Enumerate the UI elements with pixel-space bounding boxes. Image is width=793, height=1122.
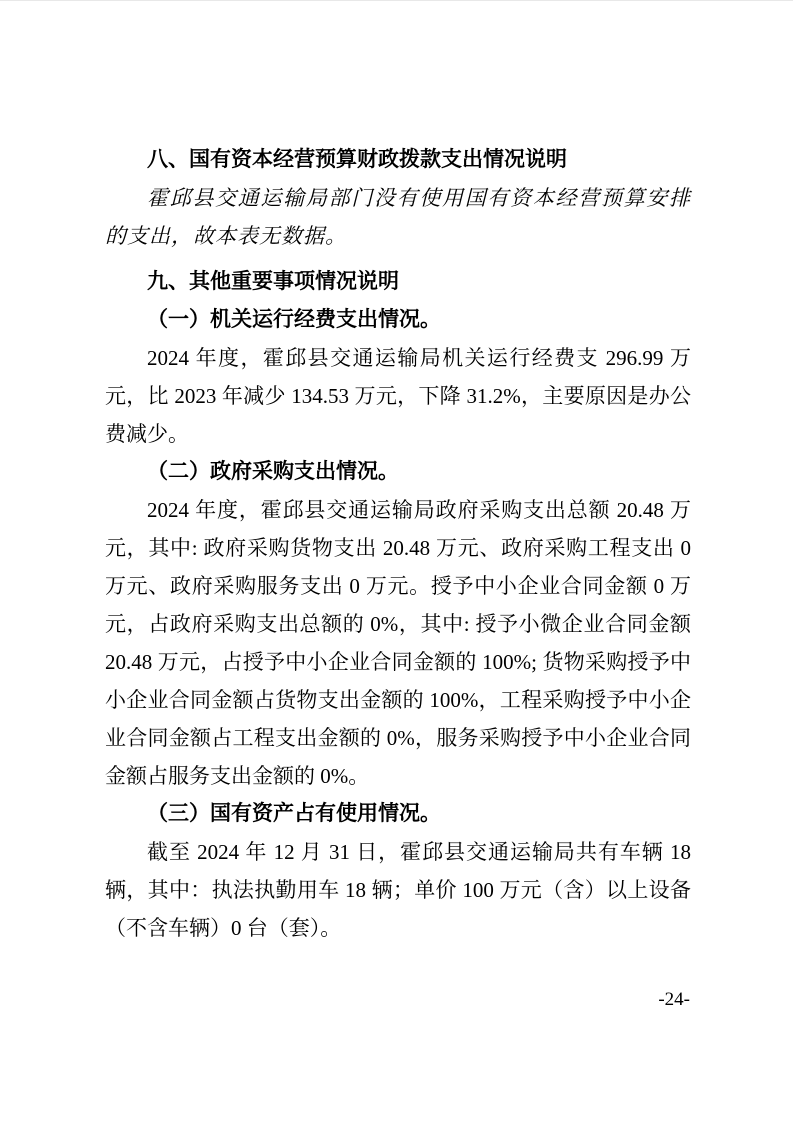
subsection-1-heading: （一）机关运行经费支出情况。 [147,308,441,331]
subsection-2-paragraph: 2024 年度，霍邱县交通运输局政府采购支出总额 20.48 万元，其中: 政府采购货物支出 20.48 万元、政府采购工程支出 0 万元、政府采购服务支出 0 万元。授予中小企业合同金额 0 万元，占政府采购支出总额的 0%，其中: 授予小微企业合同金额 20.48 万元，占授予中小企业合同金额的 100%; 货物采购授予中小企业合同金额占货物支出金额的 100%，工程采购授予中小企业合同金额占工程支出金额的 0%，服务采购授予中小企业合同金额占服务支出金额的 0%。 [105,498,691,788]
page-number: -24- [658,989,690,1010]
section-9-heading: 九、其他重要事项情况说明 [147,270,399,293]
section-8-paragraph: 霍邱县交通运输局部门没有使用国有资本经营预算安排的支出，故本表无数据。 [105,186,691,248]
subsection-2-heading: （二）政府采购支出情况。 [147,460,399,483]
subsection-3-heading: （三）国有资产占有使用情况。 [147,802,441,825]
subsection-1-paragraph: 2024 年度，霍邱县交通运输局机关运行经费支 296.99 万元，比 2023 年减少 134.53 万元，下降 31.2%，主要原因是办公费减少。 [105,346,691,446]
document-content [105,141,691,947]
section-8-heading: 八、国有资本经营预算财政拨款支出情况说明 [147,148,567,171]
subsection-3-paragraph: 截至 2024 年 12 月 31 日，霍邱县交通运输局共有车辆 18 辆，其中：执法执勤用车 18 辆；单价 100 万元（含）以上设备（不含车辆）0 台（套）。 [105,840,691,940]
